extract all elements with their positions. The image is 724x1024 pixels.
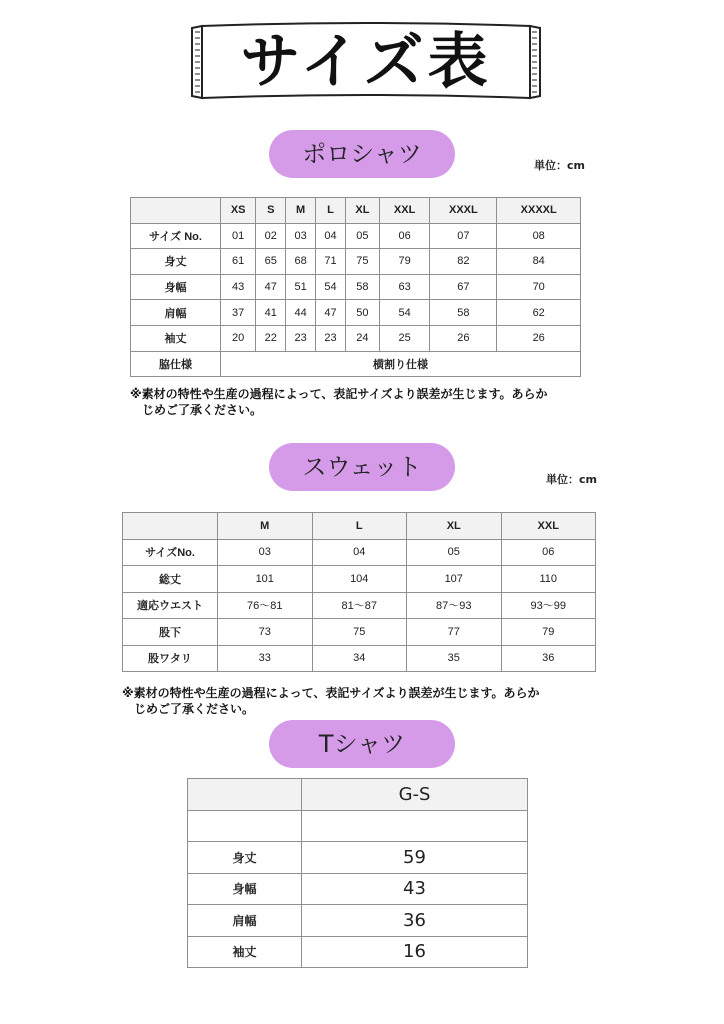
table-cell: 44 [286, 300, 316, 326]
table-cell: 73 [218, 619, 313, 646]
row-label: 肩幅 [131, 300, 221, 326]
table-cell: 50 [345, 300, 379, 326]
row-label: 股下 [123, 619, 218, 646]
table-cell: 107 [407, 566, 502, 593]
table-cell: 67 [430, 274, 497, 300]
sweat-note [122, 685, 540, 717]
table-cell: 71 [316, 249, 346, 275]
tee-section-title: Tシャツ [269, 720, 455, 768]
table-cell: 23 [316, 325, 346, 351]
table-cell: 61 [221, 249, 256, 275]
table-header-cell [131, 198, 221, 224]
row-label: 身幅 [188, 873, 302, 905]
table-cell: 36 [302, 905, 528, 937]
polo-size-table [130, 197, 581, 377]
table-header-cell: XL [407, 513, 502, 540]
table-cell: 16 [302, 936, 528, 968]
table-cell: 41 [256, 300, 286, 326]
row-label: 身幅 [131, 274, 221, 300]
table-cell: 70 [497, 274, 581, 300]
note-line: ※素材の特性や生産の過程によって、表記サイズより誤差が生じます。あらか [130, 387, 548, 401]
table-row [131, 249, 581, 275]
table-row [188, 905, 528, 937]
table-header-cell: L [312, 513, 407, 540]
table-cell: 05 [407, 539, 502, 566]
table-cell: 51 [286, 274, 316, 300]
table-header-cell: XS [221, 198, 256, 224]
table-cell: 76〜81 [218, 592, 313, 619]
table-header-cell: XL [345, 198, 379, 224]
table-cell: 65 [256, 249, 286, 275]
table-row [131, 223, 581, 249]
table-cell: 63 [379, 274, 430, 300]
table-row [131, 274, 581, 300]
table-header-cell: M [218, 513, 313, 540]
sweat-size-table [122, 512, 596, 672]
table-header-cell: XXXL [430, 198, 497, 224]
row-label: サイズNo. [123, 539, 218, 566]
table-cell: 54 [316, 274, 346, 300]
table-cell: 横割り仕様 [221, 351, 581, 377]
table-cell: 93〜99 [501, 592, 596, 619]
table-cell: 101 [218, 566, 313, 593]
sweat-section-title: スウェット [269, 443, 455, 491]
table-header-cell: G-S [302, 779, 528, 811]
table-cell: 47 [256, 274, 286, 300]
table-row [123, 645, 596, 672]
table-cell: 82 [430, 249, 497, 275]
table-cell: 79 [379, 249, 430, 275]
table-cell: 36 [501, 645, 596, 672]
table-header-row [123, 513, 596, 540]
table-row [131, 351, 581, 377]
table-cell: 03 [286, 223, 316, 249]
table-cell: 24 [345, 325, 379, 351]
table-cell: 26 [497, 325, 581, 351]
row-label: 身丈 [188, 842, 302, 874]
table-cell: 43 [302, 873, 528, 905]
table-row [188, 936, 528, 968]
sweat-unit-label: 単位：cm [546, 473, 597, 486]
note-line: じめご了承ください。 [142, 403, 263, 417]
table-cell: 26 [430, 325, 497, 351]
table-cell: 04 [316, 223, 346, 249]
table-cell: 58 [345, 274, 379, 300]
table-cell: 04 [312, 539, 407, 566]
table-cell: 20 [221, 325, 256, 351]
table-cell: 43 [221, 274, 256, 300]
table-cell: 22 [256, 325, 286, 351]
table-cell: 87〜93 [407, 592, 502, 619]
row-label: 袖丈 [188, 936, 302, 968]
table-header-cell: XXXXL [497, 198, 581, 224]
row-label: 適応ウエスト [123, 592, 218, 619]
table-header-cell: XXL [501, 513, 596, 540]
table-row [188, 873, 528, 905]
table-header-row [188, 779, 528, 811]
table-cell: 37 [221, 300, 256, 326]
row-label: 肩幅 [188, 905, 302, 937]
table-cell: 23 [286, 325, 316, 351]
table-row [131, 300, 581, 326]
table-cell: 08 [497, 223, 581, 249]
tee-size-table [187, 778, 528, 968]
table-cell: 110 [501, 566, 596, 593]
table-cell: 75 [312, 619, 407, 646]
table-cell: 77 [407, 619, 502, 646]
note-line: ※素材の特性や生産の過程によって、表記サイズより誤差が生じます。あらか [122, 686, 540, 700]
table-cell: 05 [345, 223, 379, 249]
table-cell: 84 [497, 249, 581, 275]
table-cell: 34 [312, 645, 407, 672]
table-cell: 35 [407, 645, 502, 672]
table-row [188, 842, 528, 874]
table-cell: 75 [345, 249, 379, 275]
row-label: 身丈 [131, 249, 221, 275]
table-row [123, 539, 596, 566]
table-cell: 62 [497, 300, 581, 326]
table-header-cell [123, 513, 218, 540]
row-label: 脇仕様 [131, 351, 221, 377]
table-cell: 06 [379, 223, 430, 249]
table-cell: 68 [286, 249, 316, 275]
row-label: 股ワタリ [123, 645, 218, 672]
table-row [123, 566, 596, 593]
table-cell [302, 810, 528, 842]
row-label: 総丈 [123, 566, 218, 593]
table-cell: 06 [501, 539, 596, 566]
table-cell: 104 [312, 566, 407, 593]
table-cell: 54 [379, 300, 430, 326]
title-banner [188, 20, 544, 104]
table-row [123, 619, 596, 646]
table-cell: 58 [430, 300, 497, 326]
table-header-cell: M [286, 198, 316, 224]
table-header-cell [188, 779, 302, 811]
table-header-cell: S [256, 198, 286, 224]
polo-section-title: ポロシャツ [269, 130, 455, 178]
table-row [188, 810, 528, 842]
table-header-cell: L [316, 198, 346, 224]
table-cell: 07 [430, 223, 497, 249]
table-cell: 01 [221, 223, 256, 249]
page-title: サイズ表 [240, 27, 492, 97]
table-cell: 81〜87 [312, 592, 407, 619]
table-header-cell: XXL [379, 198, 430, 224]
table-cell: 79 [501, 619, 596, 646]
row-label [188, 810, 302, 842]
table-cell: 25 [379, 325, 430, 351]
polo-note [130, 386, 548, 418]
table-header-row [131, 198, 581, 224]
row-label: サイズ No. [131, 223, 221, 249]
table-cell: 59 [302, 842, 528, 874]
table-cell: 33 [218, 645, 313, 672]
table-row [131, 325, 581, 351]
table-cell: 47 [316, 300, 346, 326]
row-label: 袖丈 [131, 325, 221, 351]
table-cell: 03 [218, 539, 313, 566]
table-row [123, 592, 596, 619]
note-line: じめご了承ください。 [134, 702, 255, 716]
polo-unit-label: 単位：cm [534, 159, 585, 172]
table-cell: 02 [256, 223, 286, 249]
